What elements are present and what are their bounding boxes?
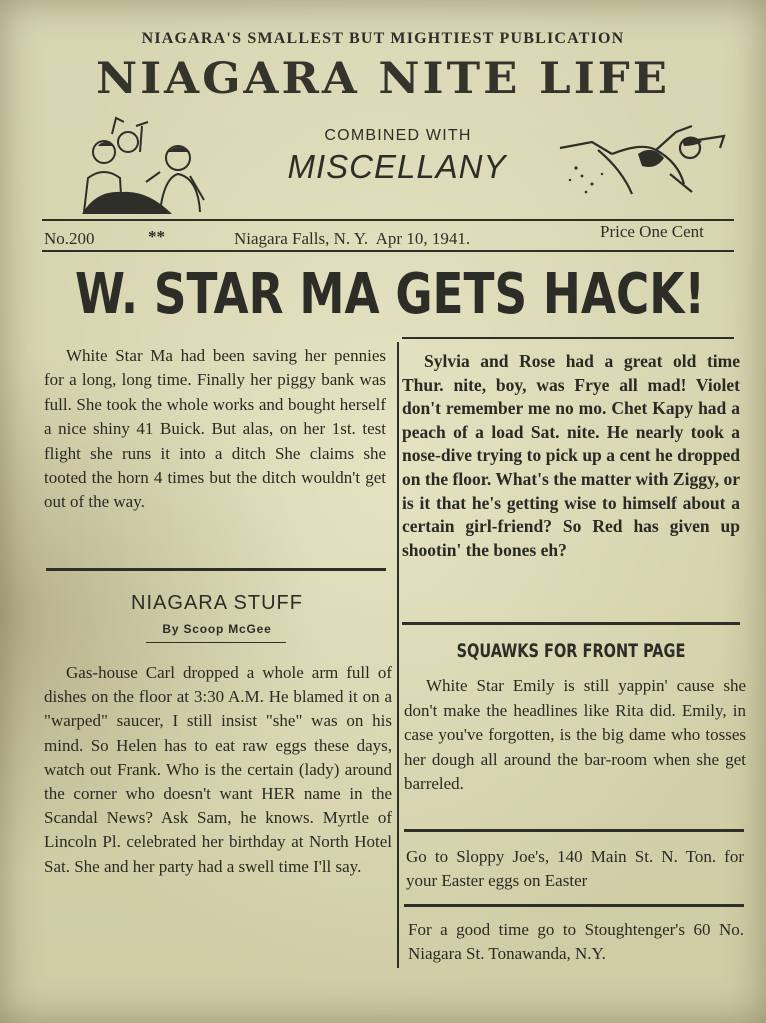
- ad-sloppy-joes-text: Go to Sloppy Joe's, 140 Main St. N. Ton. for your Easter eggs on Easter: [406, 847, 744, 890]
- right-divider-1: [402, 622, 740, 625]
- masthead-tagline: NIAGARA'S SMALLEST BUT MIGHTIEST PUBLICATION: [141, 30, 625, 47]
- masthead-title: NIAGARA NITE LIFE: [96, 53, 670, 104]
- story-white-star-ma-text: White Star Ma had been saving her pennies for a long, long time. Finally her piggy bank was full. She took the whole works and bought herself a nice shiny 41 Buick. But alas, on her 1st. test flight she runs it into a ditch She claims she tooted the horn 4 times but the ditch wouldn't get out of the way.: [44, 346, 386, 512]
- dateline-top-rule: [42, 219, 734, 221]
- story-white-star-ma: [44, 344, 386, 515]
- story-sylvia-rose: [402, 350, 740, 562]
- masthead-subtitle: MISCELLANY: [287, 148, 507, 185]
- left-divider-1: [46, 568, 386, 571]
- ad-sloppy-joes: [406, 845, 744, 893]
- main-headline: W. STAR MA GETS HACK!: [74, 262, 706, 327]
- issue-stars: **: [148, 227, 165, 246]
- right-divider-2: [404, 829, 744, 832]
- party-people-illustration: [76, 112, 208, 216]
- story-niagara-stuff-text: Gas-house Carl dropped a whole arm full of dishes on the floor at 3:30 A.M. He blamed it on a "warped" saucer, I still insist "she" was on his mind. So Helen has to eat raw eggs these days, watch out Frank. Who is the certain (lady) around the corner who doesn't want HER name in the Scandal News? Ask Sam, he knows. Myrtle of Lincoln Pl. celebrated her birthday at North Hotel Sat. She and her party had a swell time I'll say.: [44, 663, 392, 876]
- dateline-bottom-rule: [42, 250, 734, 252]
- headline-underline-right: [402, 337, 734, 339]
- byline-underline: [146, 642, 286, 643]
- byline: By Scoop McGee: [162, 622, 272, 636]
- right-divider-3: [404, 904, 744, 907]
- falling-man-illustration: [552, 114, 730, 206]
- place-and-date: Niagara Falls, N. Y. Apr 10, 1941.: [234, 229, 471, 248]
- column-separator: [397, 342, 399, 968]
- ad-stoughtengers-text: For a good time go to Stoughtenger's 60 No. Niagara St. Tonawanda, N.Y.: [408, 920, 744, 963]
- story-squawks: [404, 674, 746, 797]
- issue-number: No.200: [44, 229, 95, 248]
- combined-with-label: COMBINED WITH: [324, 127, 472, 144]
- price: Price One Cent: [600, 222, 704, 241]
- story-sylvia-rose-text: Sylvia and Rose had a great old time Thur. nite, boy, was Frye all mad! Violet don't remember me no mo. Chet Kapy had a peach of a load Sat. nite. He nearly took a nose-dive trying to pick up a cent he dropped on the floor. What's the matter with Ziggy, or is it that he's getting wise to himself about a certain girl-friend? So Red has given up shootin' the bones eh?: [402, 351, 741, 560]
- squawks-title: SQUAWKS FOR FRONT PAGE: [456, 640, 686, 662]
- niagara-stuff-title: NIAGARA STUFF: [131, 592, 303, 614]
- ad-stoughtengers: [408, 918, 744, 966]
- story-niagara-stuff: [44, 661, 392, 879]
- story-squawks-text: White Star Emily is still yappin' cause she don't make the headlines like Rita did. Emily, in case you've forgotten, is the big dame who tosses her dough all around the bar-room when she get barreled.: [404, 676, 746, 794]
